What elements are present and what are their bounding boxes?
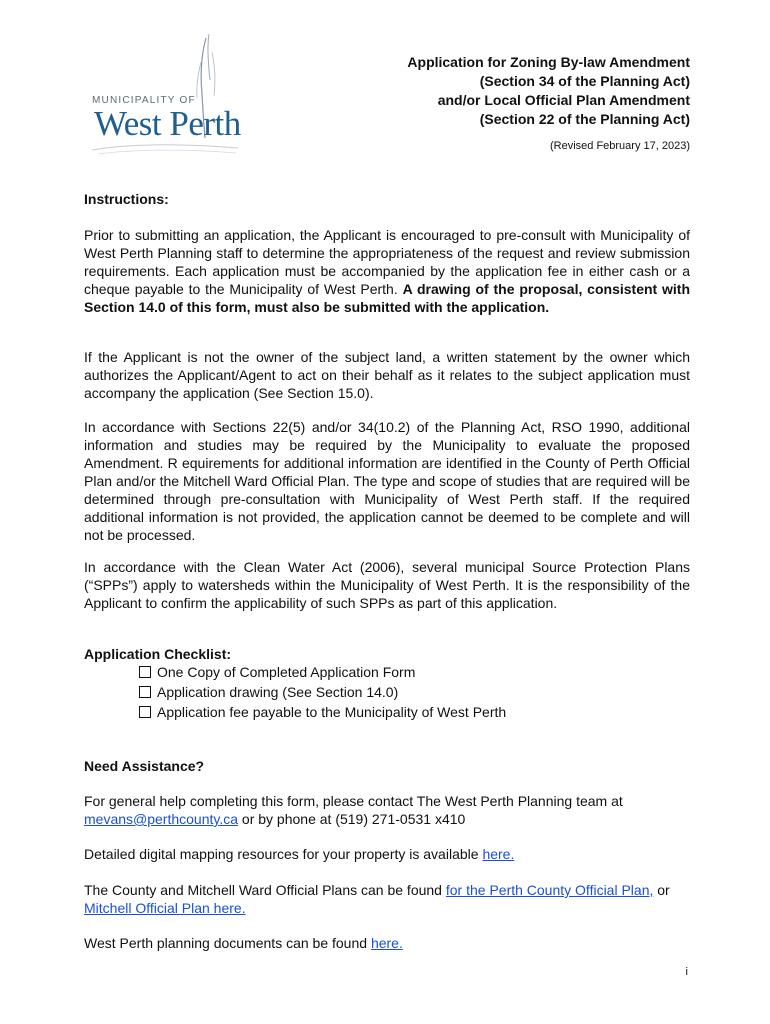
checkbox-icon[interactable] (139, 706, 151, 718)
assistance-contact: For general help completing this form, please contact The West Perth Planning team at mevans@perthcounty.ca or by phone at (519) 271-0531 x410 (84, 793, 623, 827)
assistance-heading: Need Assistance? (84, 758, 205, 774)
page-number: i (685, 966, 688, 978)
west-perth-logo (88, 32, 248, 162)
mitchell-plan-link[interactable]: Mitchell Official Plan here. (84, 900, 246, 916)
assistance-official-plans: The County and Mitchell Ward Official Plans can be found for the Perth County Official Plan, or Mitchell Official Plan here. (84, 882, 670, 916)
checkbox-icon[interactable] (139, 666, 151, 678)
mapping-here-link[interactable]: here. (482, 846, 515, 862)
logo-name-text: West Perth (94, 104, 241, 143)
instructions-paragraph-4: In accordance with the Clean Water Act (2006), several municipal Source Protection Plans (“SPPs”) apply to watersheds within the Municipality of West Perth. It is the responsibility of the Applicant to confirm the applicability of such SPPs as part of this application. (84, 559, 690, 611)
instructions-paragraph-1 (84, 226, 690, 316)
logo-municipality-text: MUNICIPALITY OF (92, 95, 196, 106)
instructions-paragraph-2: If the Applicant is not the owner of the subject land, a written statement by the owner which authorizes the Applicant/Agent to act on their behalf as it relates to the subject application must accompany the application (See Section 15.0). (84, 349, 690, 401)
title-line-4: (Section 22 of the Planning Act) (479, 111, 690, 127)
planning-docs-here-link[interactable]: here. (370, 935, 403, 951)
revised-date: (Revised February 17, 2023) (549, 140, 690, 152)
email-link[interactable]: mevans@perthcounty.ca (84, 811, 239, 827)
application-checklist (139, 662, 506, 722)
checklist-heading: Application Checklist: (84, 646, 232, 662)
instructions-heading: Instructions: (84, 191, 169, 207)
document-title (407, 53, 690, 129)
checklist-item[interactable]: One Copy of Completed Application Form (139, 662, 506, 682)
title-line-3: and/or Local Official Plan Amendment (437, 92, 690, 108)
instructions-p1-bold: A drawing of the proposal, consistent with Section 14.0 of this form, must also be submitted with the application. (84, 281, 691, 315)
instructions-p1-text: Prior to submitting an application, the Applicant is encouraged to pre-consult with Municipality of West Perth Planning staff to determine the appropriateness of the request and review submission requirements. Each application must be accompanied by the application fee in either cash or a cheque payable to the Municipality of West Perth. (84, 227, 690, 297)
assistance-planning-docs: West Perth planning documents can be found here. (84, 935, 403, 951)
assistance-mapping: Detailed digital mapping resources for your property is available here. (84, 846, 515, 862)
title-line-2: (Section 34 of the Planning Act) (479, 73, 690, 89)
checkbox-icon[interactable] (139, 686, 151, 698)
checklist-item[interactable]: Application drawing (See Section 14.0) (139, 682, 506, 702)
title-line-1: Application for Zoning By-law Amendment (407, 54, 690, 70)
instructions-paragraph-3: In accordance with Sections 22(5) and/or 34(10.2) of the Planning Act, RSO 1990, additional information and studies may be required by the Municipality to evaluate the proposed Amendment. R equirements for additional information are identified in the County of Perth Official Plan and/or the Mitchell Ward Official Plan. The type and scope of studies that are required will be determined through pre-consultation with Municipality of West Perth staff. If the required additional information is not provided, the application cannot be deemed to be complete and will not be processed. (84, 419, 690, 543)
checklist-item[interactable]: Application fee payable to the Municipality of West Perth (139, 702, 506, 722)
perth-county-plan-link[interactable]: for the Perth County Official Plan, (445, 882, 654, 898)
